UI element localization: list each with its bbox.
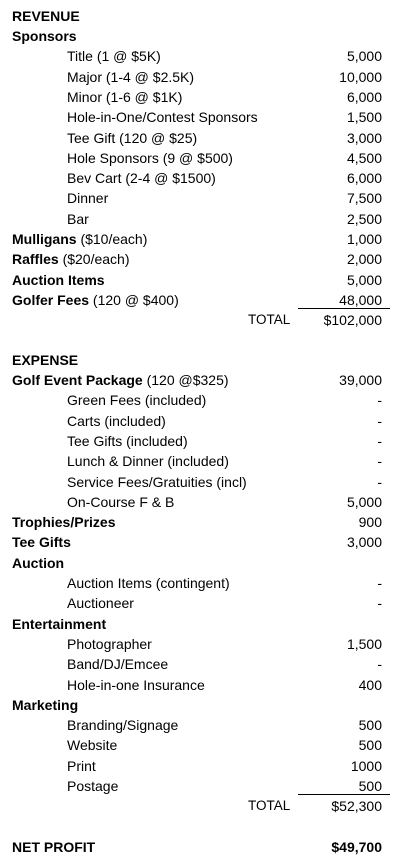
revenue-row-value: 6,000: [346, 170, 382, 187]
revenue-row-value: 48,000: [339, 291, 382, 308]
revenue-row-label-bold: Sponsors: [12, 28, 77, 44]
expense-row-label: [67, 390, 206, 410]
revenue-row: [0, 26, 408, 46]
expense-total-rule: [298, 794, 390, 795]
revenue-row-label-text: Bev Cart (2-4 @ $1500): [67, 170, 216, 187]
revenue-row-label: [12, 26, 77, 46]
expense-row-value: -: [377, 656, 382, 673]
expense-row: [0, 411, 408, 431]
revenue-row: [0, 46, 408, 66]
expense-row-value: 900: [358, 514, 382, 531]
expense-row: [0, 492, 408, 512]
revenue-row-label: [67, 188, 108, 208]
expense-row-value: -: [377, 412, 382, 429]
revenue-row-label-text: Hole Sponsors (9 @ $500): [67, 149, 233, 166]
expense-row: [0, 735, 408, 755]
expense-row-value: 500: [358, 717, 382, 734]
revenue-row-label: [67, 107, 258, 127]
expense-header-row: [0, 350, 408, 370]
expense-row: [0, 390, 408, 410]
expense-row-label: [12, 532, 71, 552]
expense-row-label: [67, 411, 166, 431]
expense-row-label: [12, 614, 106, 634]
revenue-header-row: [0, 6, 408, 26]
expense-row-label-text: Branding/Signage: [67, 717, 179, 734]
expense-row-value: 500: [358, 737, 382, 754]
revenue-row-label-text: ($10/each): [76, 231, 148, 247]
revenue-row: [0, 249, 408, 269]
revenue-row-label-text: Major (1-4 @ $2.5K): [67, 68, 195, 85]
revenue-total-value: $102,000: [323, 312, 382, 328]
revenue-row-label-text: Dinner: [67, 190, 109, 207]
expense-row: [0, 451, 408, 471]
expense-row-label-bold: Entertainment: [12, 615, 107, 632]
expense-row-label: [67, 492, 174, 512]
expense-row-label: [12, 695, 78, 715]
expense-row: [0, 512, 408, 532]
revenue-row-label: [67, 209, 89, 229]
expense-row-value: -: [377, 473, 382, 490]
expense-row-label-text: Auction Items (contingent): [67, 575, 230, 591]
revenue-row-value: 4,500: [346, 149, 382, 166]
expense-row-label: [67, 451, 229, 471]
expense-row: [0, 675, 408, 695]
revenue-row-value: 7,500: [346, 190, 382, 207]
expense-row-label: [67, 675, 205, 695]
revenue-row-value: 10,000: [339, 68, 382, 85]
revenue-total-label: TOTAL: [248, 312, 291, 327]
expense-total-row: [0, 796, 408, 816]
expense-row-label-text: Band/DJ/Emcee: [67, 656, 169, 673]
expense-row-label-text: Carts (included): [67, 412, 166, 429]
expense-row: [0, 715, 408, 735]
revenue-row: [0, 87, 408, 107]
revenue-row-label-text: Bar: [67, 210, 89, 227]
expense-row-value: -: [377, 595, 382, 612]
revenue-row: [0, 67, 408, 87]
expense-total-value: $52,300: [331, 798, 382, 814]
expense-row-label: [67, 756, 96, 776]
revenue-row-value: 3,000: [346, 129, 382, 146]
revenue-row-label: [67, 148, 233, 168]
revenue-row-label-bold: Auction Items: [12, 271, 105, 288]
revenue-row-label-bold: Raffles: [12, 251, 59, 268]
net-profit-row: [0, 837, 408, 857]
expense-row-value: -: [377, 453, 382, 470]
expense-row-label-text: Tee Gifts (included): [67, 432, 188, 449]
expense-row: [0, 553, 408, 573]
expense-row-label: [67, 472, 247, 492]
expense-row: [0, 370, 408, 390]
net-profit-label: NET PROFIT: [12, 839, 96, 855]
revenue-row-label-bold: Golfer Fees: [12, 291, 90, 308]
revenue-row-label: [67, 67, 194, 87]
revenue-row-label-bold: Mulligans: [12, 231, 77, 247]
revenue-header: REVENUE: [12, 8, 80, 24]
net-profit-value: $49,700: [331, 839, 382, 855]
expense-row-label-text: Auctioneer: [67, 595, 134, 612]
revenue-row-value: 2,000: [346, 251, 382, 268]
revenue-row-label-text: ($20/each): [58, 251, 130, 268]
expense-row: [0, 472, 408, 492]
expense-row-value: -: [377, 392, 382, 409]
expense-row: [0, 695, 408, 715]
expense-row-label-bold: Tee Gifts: [12, 534, 71, 551]
revenue-row-value: 6,000: [346, 88, 382, 105]
expense-row: [0, 431, 408, 451]
revenue-row: [0, 148, 408, 168]
expense-row-label-text: Print: [67, 757, 96, 774]
revenue-total-rule: [298, 308, 390, 309]
expense-row-label: [67, 593, 134, 613]
expense-row-label: [67, 573, 230, 593]
expense-row-value: -: [377, 575, 382, 591]
expense-row-label: [12, 512, 115, 532]
revenue-row-label-text: Minor (1-6 @ $1K): [67, 88, 183, 105]
expense-row: [0, 573, 408, 593]
expense-row: [0, 593, 408, 613]
expense-row-label-bold: Marketing: [12, 696, 79, 713]
expense-row-label-bold: Auction: [12, 554, 65, 571]
expense-row: [0, 532, 408, 552]
expense-row-value: 400: [358, 676, 382, 693]
expense-row-label-text: (120 @$325): [142, 372, 229, 388]
expense-row-label: [12, 370, 229, 390]
revenue-row: [0, 128, 408, 148]
expense-row: [0, 756, 408, 776]
expense-row-label: [67, 431, 188, 451]
revenue-row-value: 1,500: [346, 109, 382, 126]
expense-row-value: 3,000: [346, 534, 382, 551]
revenue-row-label: [12, 229, 147, 249]
expense-row-value: 1000: [350, 757, 382, 774]
expense-row-label-text: Hole-in-one Insurance: [67, 676, 205, 693]
expense-row-label-text: Service Fees/Gratuities (incl): [67, 473, 247, 490]
expense-total-label: TOTAL: [248, 798, 291, 813]
expense-row-label-text: Website: [67, 737, 118, 754]
expense-row-label: [67, 776, 118, 796]
revenue-row-value: 1,000: [346, 231, 382, 247]
revenue-row-label-text: (120 @ $400): [89, 291, 179, 308]
revenue-row: [0, 229, 408, 249]
expense-row-label-text: Lunch & Dinner (included): [67, 453, 229, 470]
revenue-row-label-text: Tee Gift (120 @ $25): [67, 129, 198, 146]
expense-row-value: 5,000: [346, 493, 382, 510]
expense-row-value: 39,000: [339, 372, 382, 388]
revenue-row-value: 2,500: [346, 210, 382, 227]
expense-row-label: [67, 634, 152, 654]
revenue-row-label: [67, 168, 216, 188]
expense-row-label: [67, 735, 117, 755]
expense-row: [0, 776, 408, 796]
revenue-row: [0, 188, 408, 208]
expense-row-value: -: [377, 432, 382, 449]
revenue-row: [0, 270, 408, 290]
expense-row-label-bold: Trophies/Prizes: [12, 514, 116, 531]
expense-row-label-bold: Golf Event Package: [12, 372, 143, 388]
expense-row-label-text: Postage: [67, 778, 119, 794]
revenue-row-value: 5,000: [346, 48, 382, 65]
revenue-row-label: [67, 87, 182, 107]
expense-row-label-text: Green Fees (included): [67, 392, 207, 409]
expense-row-label: [67, 654, 168, 674]
revenue-row-label: [12, 270, 105, 290]
expense-row: [0, 614, 408, 634]
revenue-total-row: [0, 310, 408, 330]
revenue-row-label-text: Title (1 @ $5K): [67, 48, 161, 65]
expense-header: EXPENSE: [12, 352, 79, 368]
expense-row: [0, 654, 408, 674]
expense-row-value: 500: [358, 778, 382, 794]
expense-row-label: [67, 715, 178, 735]
expense-row-label-text: On-Course F & B: [67, 493, 175, 510]
revenue-row: [0, 168, 408, 188]
revenue-row: [0, 290, 408, 310]
revenue-row: [0, 107, 408, 127]
revenue-row-value: 5,000: [346, 271, 382, 288]
revenue-row-label: [67, 46, 161, 66]
revenue-row-label: [12, 290, 179, 310]
expense-row-label-text: Photographer: [67, 635, 152, 652]
revenue-row: [0, 209, 408, 229]
expense-row: [0, 634, 408, 654]
expense-row-value: 1,500: [346, 635, 382, 652]
revenue-row-label: [12, 249, 130, 269]
revenue-row-label-text: Hole-in-One/Contest Sponsors: [67, 109, 258, 126]
expense-row-label: [12, 553, 64, 573]
revenue-row-label: [67, 128, 197, 148]
